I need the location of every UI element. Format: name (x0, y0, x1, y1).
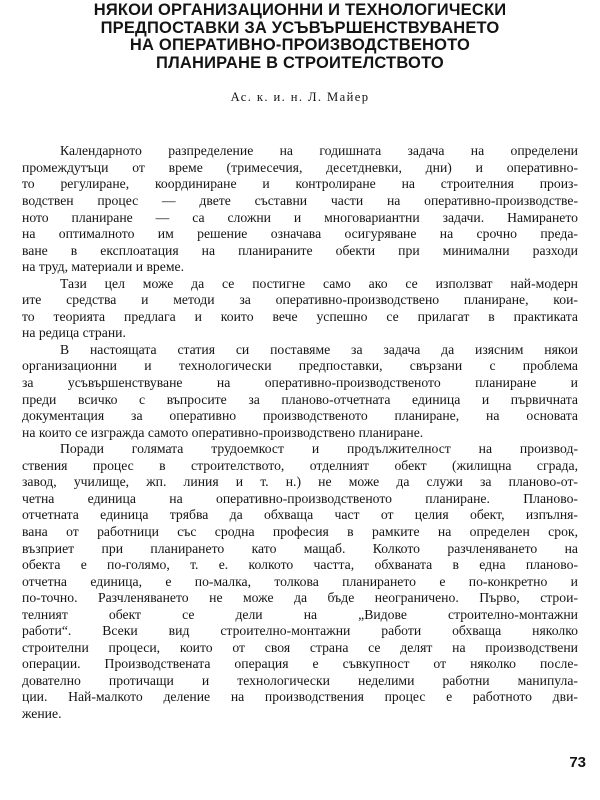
article-title (22, 0, 578, 72)
text-line: то теорията предлага и които вече успешно се прилагат в практиката (22, 308, 578, 324)
text-line: на труд, материали и време. (22, 259, 184, 275)
paragraph (22, 276, 578, 342)
title-line: ПЛАНИРАНЕ В СТРОИТЕЛСТВОТО (156, 53, 444, 72)
text-line: ите средства и методи за оперативно-производствено планиране, кои- (22, 292, 578, 308)
text-line: водствен процес — двете съставни части на оперативно-производстве- (22, 193, 578, 209)
text-line: работи“. Всеки вид строително-монтажни работи обхваща няколко (22, 623, 578, 639)
title-line: НА ОПЕРАТИВНО-ПРОИЗВОДСТВЕНОТО (129, 36, 471, 55)
text-line: по-точно. Разчленяването не може да бъде неограничено. Първо, строи- (22, 590, 578, 606)
text-line: ции. Най-малкото деление на производствения процес е работното дви- (22, 689, 578, 705)
text-line: организационни и технологически предпоставки, свързани с проблема (22, 358, 578, 374)
text-line: ване в експлоатация на планираните обекти при минимални разходи (22, 242, 578, 258)
text-line: дователно протичащи и технологически неделими работни манипула- (22, 672, 578, 688)
text-line: телният обект се дели на „Видове строително-монтажни (22, 606, 578, 622)
text-line: на които се изгражда самото оперативно-производствено планиране. (22, 424, 424, 440)
text-line: документация за оперативно производственото планиране, на основата (22, 408, 578, 424)
paragraph (22, 441, 578, 722)
text-line: Календарното разпределение на годишната задача на определени (60, 143, 578, 159)
text-line: В настоящата статия си поставяме за задача да изясним някои (60, 341, 578, 357)
page-number: 73 (569, 754, 586, 771)
text-line: ното планиране — са сложни и многовариантни задачи. Намирането (22, 209, 578, 225)
title-line: НЯКОИ ОРГАНИЗАЦИОННИ И ТЕХНОЛОГИЧЕСКИ (93, 1, 507, 19)
text-line: то регулиране, координиране и контролиране на строителния произ- (22, 176, 578, 192)
text-line: четна единица на оперативно-производственото планиране. Планово- (22, 490, 578, 506)
text-line: вана от работници със сродна професия в рамките на определен срок, (22, 523, 578, 539)
text-line: на оптималното им решение означава осигуряване на срочно преда- (22, 226, 578, 242)
text-line: отчетната единица трябва да обхваща част от целия обект, изпълня- (22, 507, 578, 523)
article-author: Ас. к. и. н. Л. Майер (230, 90, 370, 105)
article-body (22, 143, 578, 722)
paragraph (22, 342, 578, 441)
text-line: жение. (22, 705, 62, 721)
text-line: обекта е по-голямо, т. е. колкото частта, обхваната в една планово- (22, 557, 578, 573)
text-line: завод, училище, жп. линия и т. н.) не може да служи за планово-от- (22, 474, 578, 490)
paragraph (22, 143, 578, 275)
title-line: ПРЕДПОСТАВКИ ЗА УСЪВЪРШЕНСТВУВАНЕТО (100, 18, 500, 37)
text-line: Поради голямата трудоемкост и продължителност на производ- (60, 441, 578, 457)
text-line: Тази цел може да се постигне само ако се използват най-модерн (60, 275, 578, 291)
text-line: на редица страни. (22, 325, 126, 341)
text-line: строителни процеси, които от своя страна се делят на производствени (22, 639, 578, 655)
text-line: преди всичко с въпросите за планово-отчетната единица и първичната (22, 391, 578, 407)
text-line: отчетна единица, е по-малка, толкова планирането е по-конкретно и (22, 573, 578, 589)
text-line: ствения процес в строителството, отделният обект (жилищна сграда, (22, 457, 578, 473)
text-line: възприет при планирането като мащаб. Колкото разчленяването на (22, 540, 578, 556)
text-line: операции. Производствената операция е съвкупност от няколко после- (22, 656, 578, 672)
text-line: за усъвършенствуване на оперативно-производственото планиране и (22, 375, 578, 391)
text-line: промеждутъци от време (тримесечия, десетдневки, дни) и оперативно- (22, 159, 578, 175)
